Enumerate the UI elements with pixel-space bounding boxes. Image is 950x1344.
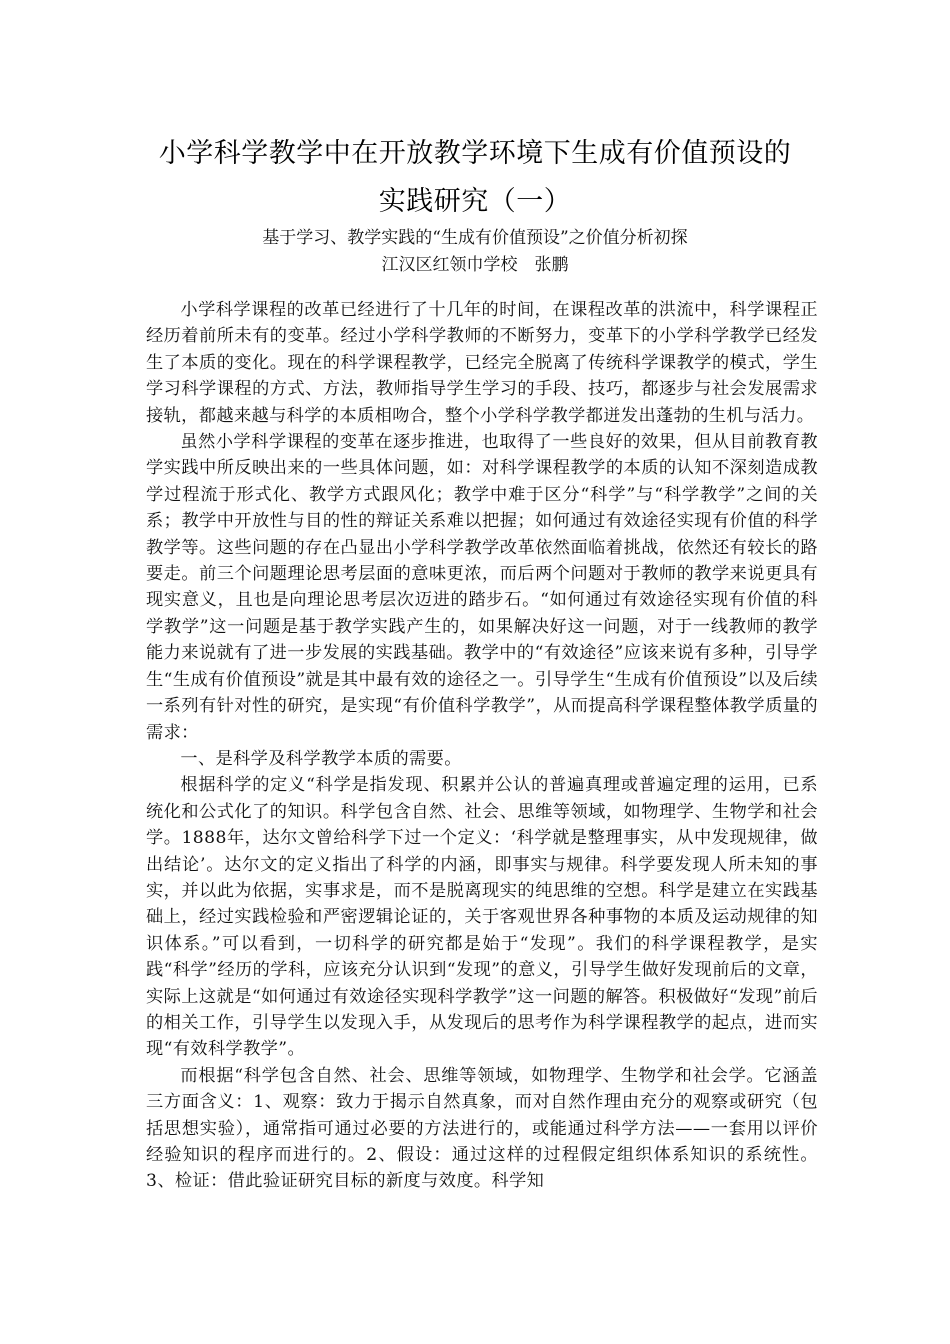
- document-title-line-2: 实践研究（一）: [378, 186, 572, 217]
- paragraph-problems: 虽然小学科学课程的变革在逐步推进，也取得了一些良好的效果，但从目前教育教学实践中所反映出来的一些具体问题，如：对科学课程教学的本质的认知不深刻造成教学过程流于形式化、教学方式跟风化；教学中难于区分“科学”与“科学教学”之间的关系；教学中开放性与目的性的辩证关系难以把握；如何通过有效途径实现有价值的科学教学等。这些问题的存在凸显出小学科学教学改革依然面临着挑战，依然还有较长的路要走。前三个问题理论思考层面的意味更浓，而后两个问题对于教师的教学来说更具有现实意义，且也是向理论思考层次迈进的踏步石。“如何通过有效途径实现有价值的科学教学”这一问题是基于教学实践产生的，如果解决好这一问题，对于一线教师的教学能力来说就有了进一步发展的实践基础。教学中的“有效途径”应该来说有多种，引导学生“生成有价值预设”就是其中最有效的途径之一。引导学生“生成有价值预设”以及后续一系列有针对性的研究，是实现“有价值科学教学”，从而提高科学课程整体教学质量的需求：: [146, 432, 818, 743]
- paragraph-science-meanings: 而根据“科学包含自然、社会、思维等领域，如物理学、生物学和社会学。它涵盖三方面含义：1、观察：致力于揭示自然真象，而对自然作理由充分的观察或研究（包括思想实验），通常指可通过必要的方法进行的，或能通过科学方法——一套用以评价经验知识的程序而进行的。2、假设：通过这样的过程假定组织体系知识的系统性。3、检证：借此验证研究目标的新度与效度。科学知: [146, 1065, 818, 1192]
- paragraph-intro: 小学科学课程的改革已经进行了十几年的时间，在课程改革的洪流中，科学课程正经历着前所未有的变革。经过小学科学教师的不断努力，变革下的小学科学教学已经发生了本质的变化。现在的科学课程教学，已经完全脱离了传统科学课教学的模式，学生学习科学课程的方式、方法，教师指导学生学习的手段、技巧，都逐步与社会发展需求接轨，都越来越与科学的本质相吻合，整个小学科学教学都迸发出蓬勃的生机与活力。: [146, 300, 818, 426]
- paragraph-science-definition: 根据科学的定义“科学是指发现、积累并公认的普遍真理或普遍定理的运用，已系统化和公式化了的知识。科学包含自然、社会、思维等领域，如物理学、生物学和社会学。1888年，达尔文曾给科学下过一个定义：‘科学就是整理事实，从中发现规律，做出结论’。达尔文的定义指出了科学的内涵，即事实与规律。科学要发现人所未知的事实，并以此为依据，实事求是，而不是脱离现实的纯思维的空想。科学是建立在实践基础上，经过实践检验和严密逻辑论证的，关于客观世界各种事物的本质及运动规律的知识体系。”可以看到，一切科学的研究都是始于“发现”。我们的科学课程教学，是实践“科学”经历的学科，应该充分认识到“发现”的意义，引导学生做好发现前后的文章，实际上这就是“如何通过有效途径实现科学教学”这一问题的解答。积极做好“发现”前后的相关工作，引导学生以发现入手，从发现后的思考作为科学课程教学的起点，进而实现“有效科学教学”。: [146, 775, 818, 1060]
- document-body: [146, 297, 818, 1195]
- section-heading-1: 一、是科学及科学教学本质的需要。: [180, 748, 462, 769]
- author-line: 江汉区红领巾学校 张鹏: [381, 255, 569, 275]
- document-subtitle: 基于学习、教学实践的“生成有价值预设”之价值分析初探: [262, 228, 688, 248]
- document-title-line-1: 小学科学教学中在开放教学环境下生成有价值预设的: [158, 138, 792, 169]
